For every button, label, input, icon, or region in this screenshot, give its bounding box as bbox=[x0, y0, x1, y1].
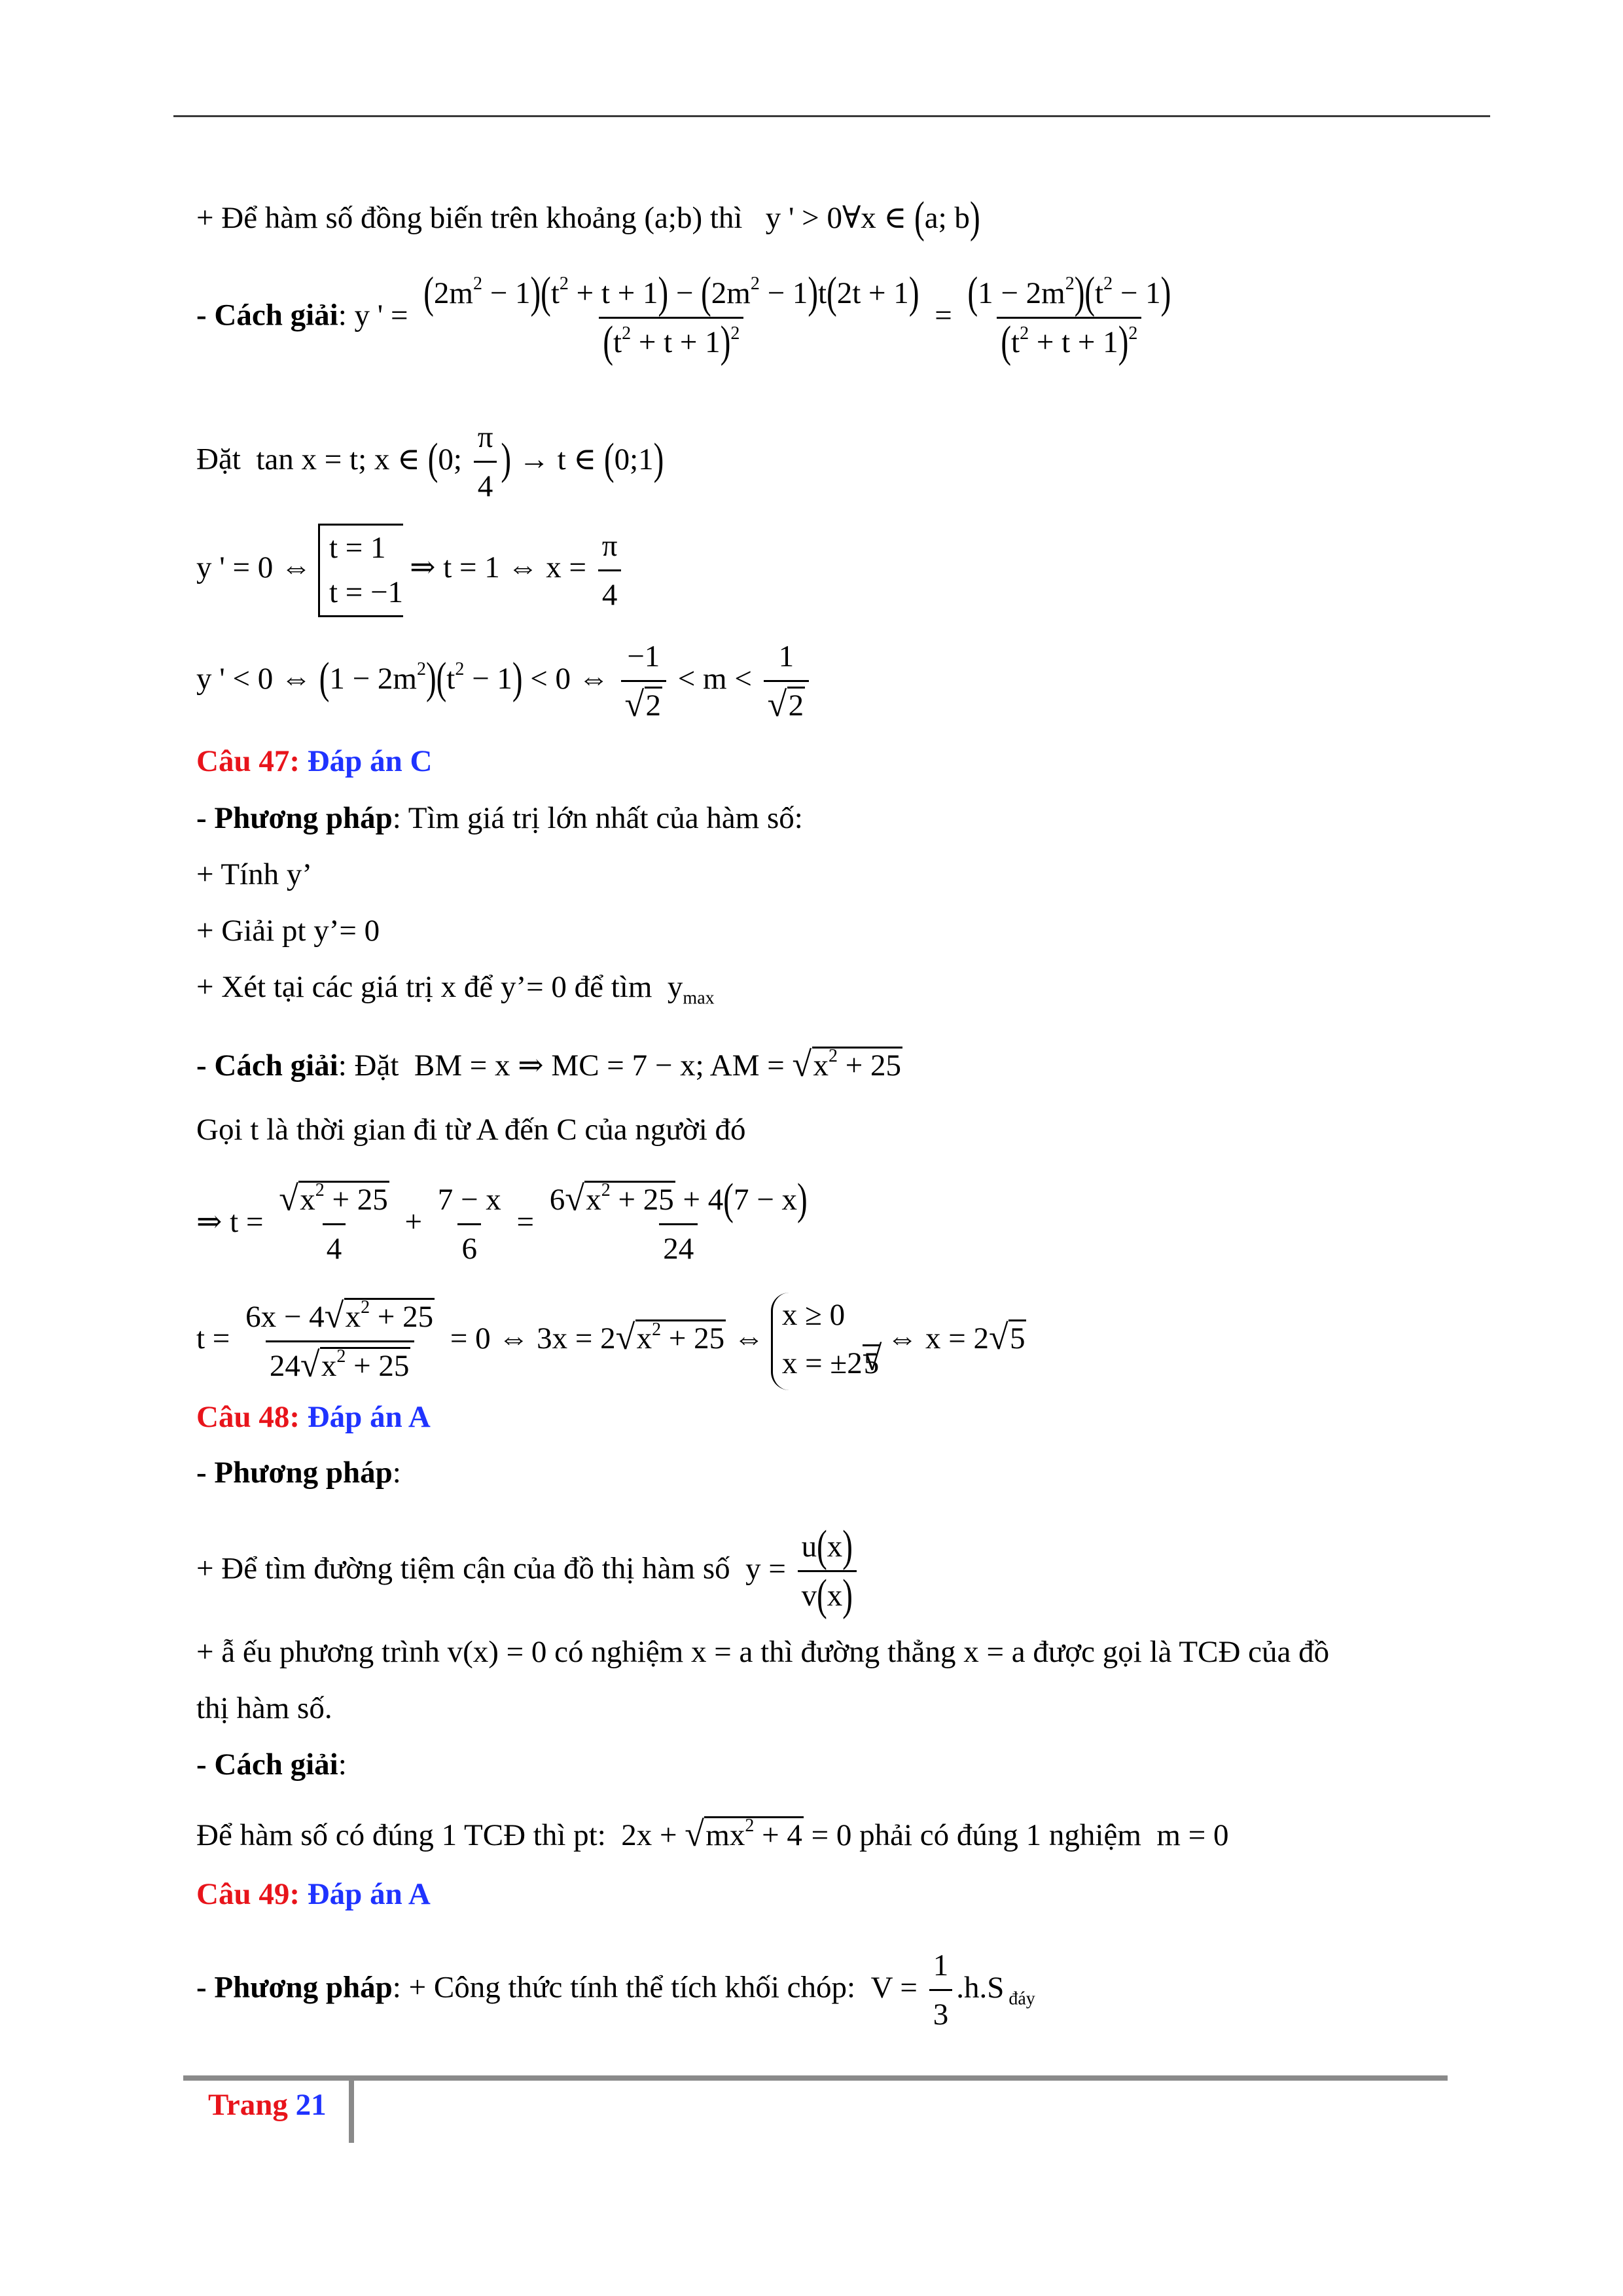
page-number: Trang 21 bbox=[208, 2088, 327, 2122]
formula-rational-function: y = $\frac{u(x)}{v(x)}$ bbox=[738, 1552, 861, 1586]
formula-time: ⇒ t = √ $\frac{x^2 + 25}{4}$ + $\frac{7 - x}{6}$ = $\frac{6√ x^2 + 25 + 4(7 - x)}{24}$ bbox=[196, 1205, 815, 1239]
intro-line-substitution: Đặt tan x = t; x ∈ (0; $\frac{\pi}{4}$ ) → t ∈ (0;1) bbox=[196, 419, 664, 505]
formula-increasing-condition: y ' > 0∀x ∈ (a; b) bbox=[750, 193, 980, 243]
formula-critical-points: y ' = 0 ⇔ t = 1 t = −1 ⇒ t = 1 ⇔ x = $\frac{\pi}{4}$ bbox=[196, 550, 626, 584]
intro-line-critical bbox=[196, 524, 626, 617]
formula-derivative: y ' = $\frac{(2m^2 - 1)(t^2 + t + 1) - (2m^2 - 1)t(2t + 1)}{(t^2 + t + 1)^2}$ = $\frac{(1 - 2m^2)(t^2 - 1)}{(t^2 + t + 1)^2}$ bbox=[354, 268, 1171, 368]
q48-line-3: thị hàm số. bbox=[196, 1691, 332, 1725]
q47-derivative-formula bbox=[196, 1293, 1026, 1390]
intro-line-1: + Để hàm số đồng biến trên khoảng (a;b) thì y ' > 0∀x ∈ (a; b) bbox=[196, 193, 980, 243]
q47-time-sentence: Gọi t là thời gian đi từ A đến C của người đó bbox=[196, 1113, 746, 1147]
q49-method: - Phương pháp: + Công thức tính thể tích khối chóp: V = $\frac{1}{3}$ .h.S $_{đáy}$ bbox=[196, 1947, 1035, 2034]
q48-solution-label: - Cách giải: bbox=[196, 1748, 347, 1782]
q48-solution-line: Để hàm số có đúng 1 TCĐ thì pt: 2x + √ $mx^2 + 4 = 0$ phải có đúng 1 nghiệm m = 0 bbox=[196, 1817, 1228, 1854]
formula-t-derivative: t = $\frac{6x - 4√ x^2 + 25}{24√ x^2 + 25}$ = 0 ⇔ 3x = 2√ $x^2 + 25$ ⇔ x ≥ 0 x = ±2√ 5 ⇔ x = 2√ 5 bbox=[196, 1321, 1026, 1355]
header-rule bbox=[173, 115, 1490, 117]
intro-line-inequality bbox=[196, 638, 813, 725]
q47-step-3: + Xét tại các giá trị x để y’= 0 để tìm $y_{max}$ bbox=[196, 970, 715, 1009]
q47-step-2: + Giải pt y’= 0 bbox=[196, 914, 380, 948]
q48-line-1: + Để tìm đường tiệm cận của đồ thị hàm số y = $\frac{u(x)}{v(x)}$ bbox=[196, 1528, 861, 1615]
q47-heading: Câu 47: Đáp án C bbox=[196, 744, 433, 778]
formula-asymptote: 2x + √ $mx^2 + 4 = 0$ bbox=[614, 1818, 852, 1852]
formula-pyramid-volume: V = $\frac{1}{3}$ .h.S $_{đáy}$ bbox=[863, 1971, 1035, 2005]
q47-time-formula bbox=[196, 1175, 815, 1268]
q48-line-2: + ẫ ếu phương trình v(x) = 0 có nghiệm x = a thì đường thẳng x = a được gọi là TCĐ của đồ bbox=[196, 1635, 1330, 1669]
formula-m-range: y ' < 0 ⇔ $(1 - 2m^2)(t^2 - 1) < 0$ ⇔ −1 √ 2 < m < 1 √ 2 bbox=[196, 662, 813, 696]
q48-heading: Câu 48: Đáp án A bbox=[196, 1400, 431, 1434]
footer-rule bbox=[183, 2075, 1448, 2081]
formula-bm: BM = x ⇒ MC = 7 − x; AM = √ $x^2 + 25$ bbox=[406, 1049, 902, 1083]
q49-heading: Câu 49: Đáp án A bbox=[196, 1877, 431, 1911]
q47-method: - Phương pháp: Tìm giá trị lớn nhất của hàm số: bbox=[196, 801, 803, 835]
footer-divider bbox=[349, 2081, 354, 2143]
formula-substitution: tan x = t; x ∈ (0; $\frac{\pi}{4}$ ) → t ∈ (0;1) bbox=[249, 442, 664, 476]
q48-method: - Phương pháp: bbox=[196, 1456, 401, 1490]
q47-step-1: + Tính y’ bbox=[196, 857, 313, 891]
intro-line-derivative: - Cách giải: y ' = $\frac{(2m^2 - 1)(t^2 + t + 1) - (2m^2 - 1)t(2t + 1)}{(t^2 + t + 1)^2}$ = $\frac{(1 - 2m^2)(t^2 - 1)}{(t^2 + t + 1)^2}$ bbox=[196, 275, 1179, 361]
q47-solution: - Cách giải: Đặt BM = x ⇒ MC = 7 − x; AM = √ $x^2 + 25$ bbox=[196, 1047, 902, 1084]
